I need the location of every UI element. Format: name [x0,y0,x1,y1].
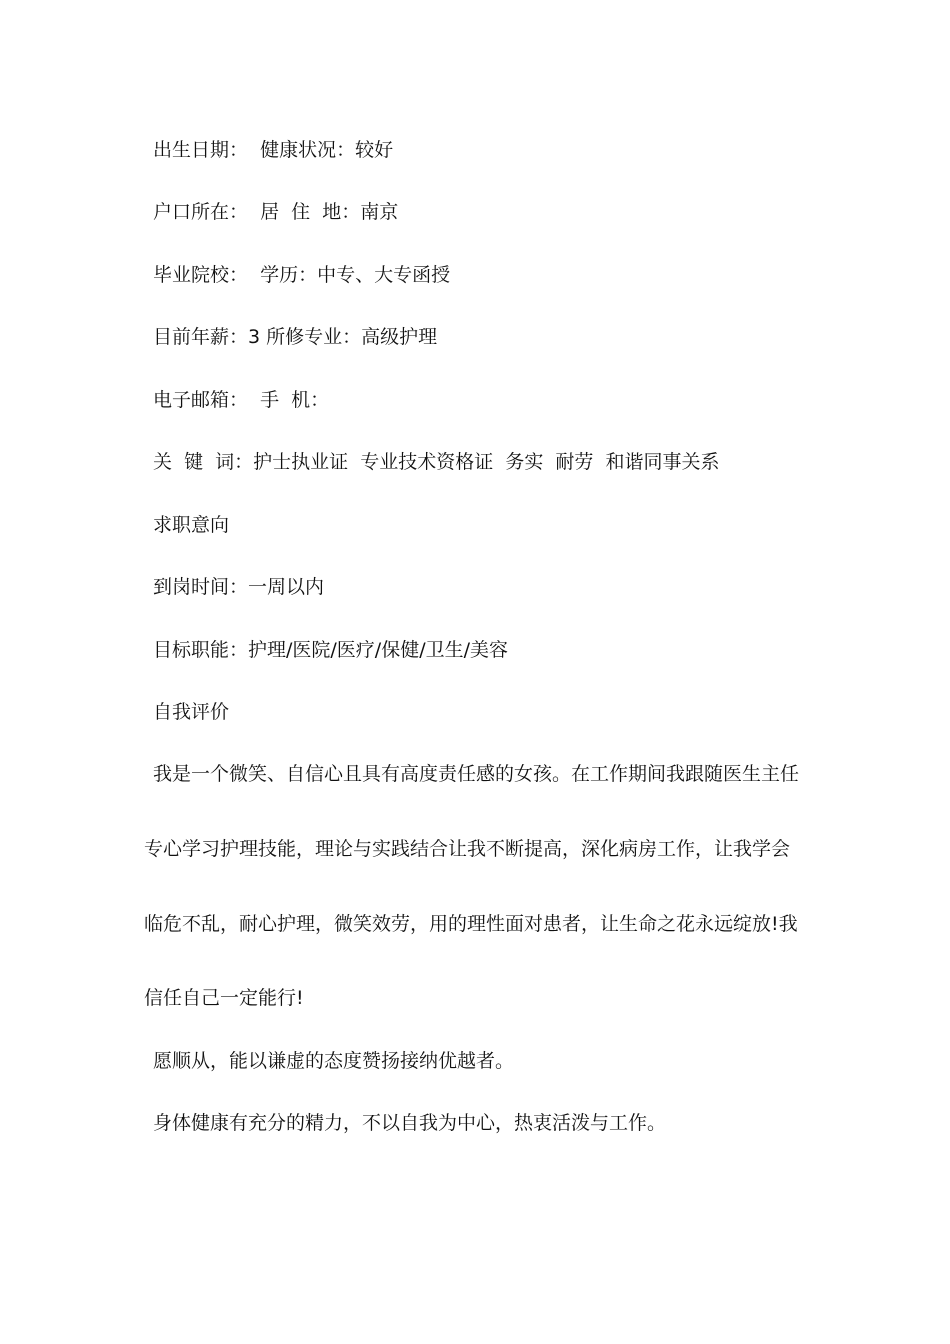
self-evaluation-line-2: 专心学习护理技能，理论与实践结合让我不断提高，深化病房工作，让我学会 [144,838,791,860]
self-evaluation-heading: 自我评价 [153,701,230,723]
self-evaluation-line-1: 我是一个微笑、自信心且具有高度责任感的女孩。在工作期间我跟随医生主任 [153,763,800,785]
start-time-line: 到岗时间：一周以内 [153,576,325,598]
school-education-line: 毕业院校： 学历：中专、大专函授 [153,264,451,286]
email-phone-line: 电子邮箱： 手 机： [153,389,330,411]
self-evaluation-line-4: 信任自己一定能行! [144,987,304,1009]
target-function-line: 目标职能：护理/医院/医疗/保健/卫生/美容 [153,639,509,661]
keywords-line: 关 键 词：护士执业证 专业技术资格证 务实 耐劳 和谐同事关系 [153,451,720,473]
closing-line-2: 身体健康有充分的精力，不以自我为中心，热衷活泼与工作。 [153,1112,667,1134]
closing-line-1: 愿顺从，能以谦虚的态度赞扬接纳优越者。 [153,1050,515,1072]
self-evaluation-line-3: 临危不乱，耐心护理，微笑效劳，用的理性面对患者，让生命之花永远绽放!我 [144,913,798,935]
birth-date-health-line: 出生日期： 健康状况：较好 [153,139,394,161]
job-intention-heading: 求职意向 [153,514,230,536]
salary-major-line: 目前年薪：3 所修专业：高级护理 [153,326,438,348]
hukou-residence-line: 户口所在： 居 住 地：南京 [153,201,399,223]
